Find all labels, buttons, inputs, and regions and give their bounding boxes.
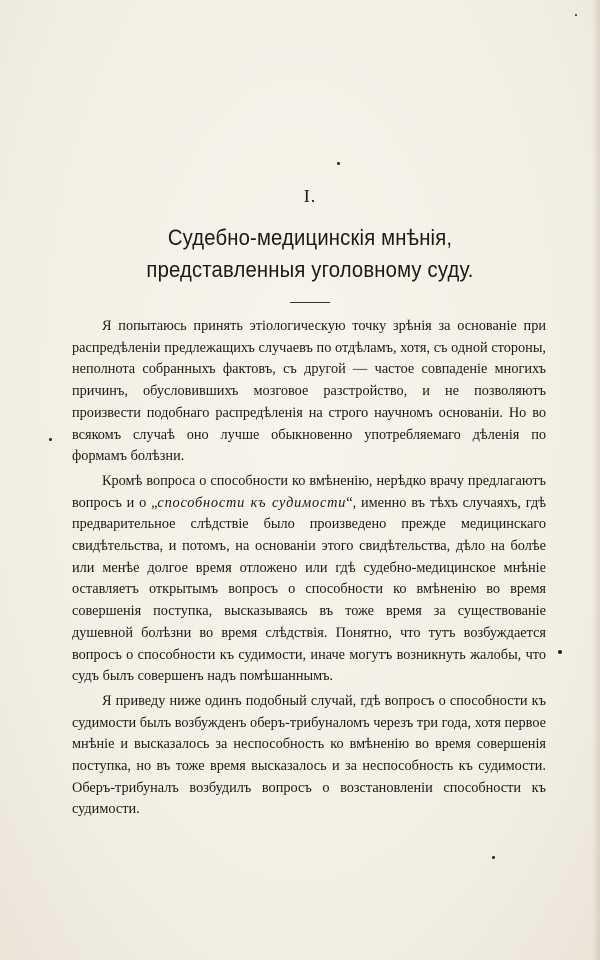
paragraph-2-emphasis: способности къ судимости xyxy=(157,494,347,511)
paragraph-2-text-end: “, именно въ тѣхъ случаяхъ, гдѣ предварительное слѣдствіе было произведено прежде медицинскаго свидѣтельства, и потомъ, на основаніи этого свидѣтельства, дѣло на болѣе или менѣе долгое время отложено или гдѣ судебно-медицинское мнѣніе оставляетъ открытымъ вопросъ о способности ко вмѣненію во время совершенія поступка, высказываясь въ тоже время за существованіе душевной болѣзни во время слѣдствія. Понятно, что тутъ возбуждается вопросъ о способности къ судимости, иначе могутъ возникнуть жалобы, что судъ былъ совершенъ надъ помѣшаннымъ. xyxy=(72,494,546,685)
page-edge-shadow xyxy=(592,0,600,960)
scan-speck xyxy=(337,162,340,165)
scan-speck xyxy=(558,650,562,654)
chapter-number: I. xyxy=(303,186,317,206)
chapter-title: Судебно-медицинскія мнѣнія, представленныя уголовному суду. xyxy=(146,225,474,282)
paragraph-3 xyxy=(72,691,546,821)
paragraph-3-text: Я приведу ниже одинъ подобный случай, гдѣ вопросъ о способности къ судимости былъ возбужденъ оберъ-трибуналомъ черезъ три года, хотя первое мнѣніе и высказалось за неспособность ко вмѣненію во время совершенія поступка, но въ тоже время высказалось и за неспособность къ судимости. Оберъ-трибуналъ возбудилъ вопросъ о возстановленіи способности къ судимости. xyxy=(72,692,546,818)
paragraph-2 xyxy=(72,471,546,688)
paragraph-1-text: Я попытаюсь принять этіологическую точку зрѣнія за основаніе при распредѣленіи предлежащихъ случаевъ по отдѣламъ, хотя, съ одной стороны, неполнота собранныхъ фактовъ, съ другой — частое совпаденіе многихъ причинъ, обусловившихъ мозговое разстройство, и не позволяютъ произвести подобнаго распредѣленія на строго научномъ основаніи. Но во всякомъ случаѣ оно лучше обыкновенно употребляемаго дѣленія по формамъ болѣзни. xyxy=(72,318,546,465)
scan-speck xyxy=(575,14,577,16)
title-divider xyxy=(290,302,330,303)
scan-speck xyxy=(492,856,495,859)
body-text xyxy=(72,316,546,824)
paragraph-1 xyxy=(72,316,546,468)
scan-speck xyxy=(49,438,52,441)
paragraph-2-text-start: Кромѣ вопроса о способности ко вмѣненію, нерѣдко врачу предлагаютъ вопросъ и о „ xyxy=(72,472,546,511)
